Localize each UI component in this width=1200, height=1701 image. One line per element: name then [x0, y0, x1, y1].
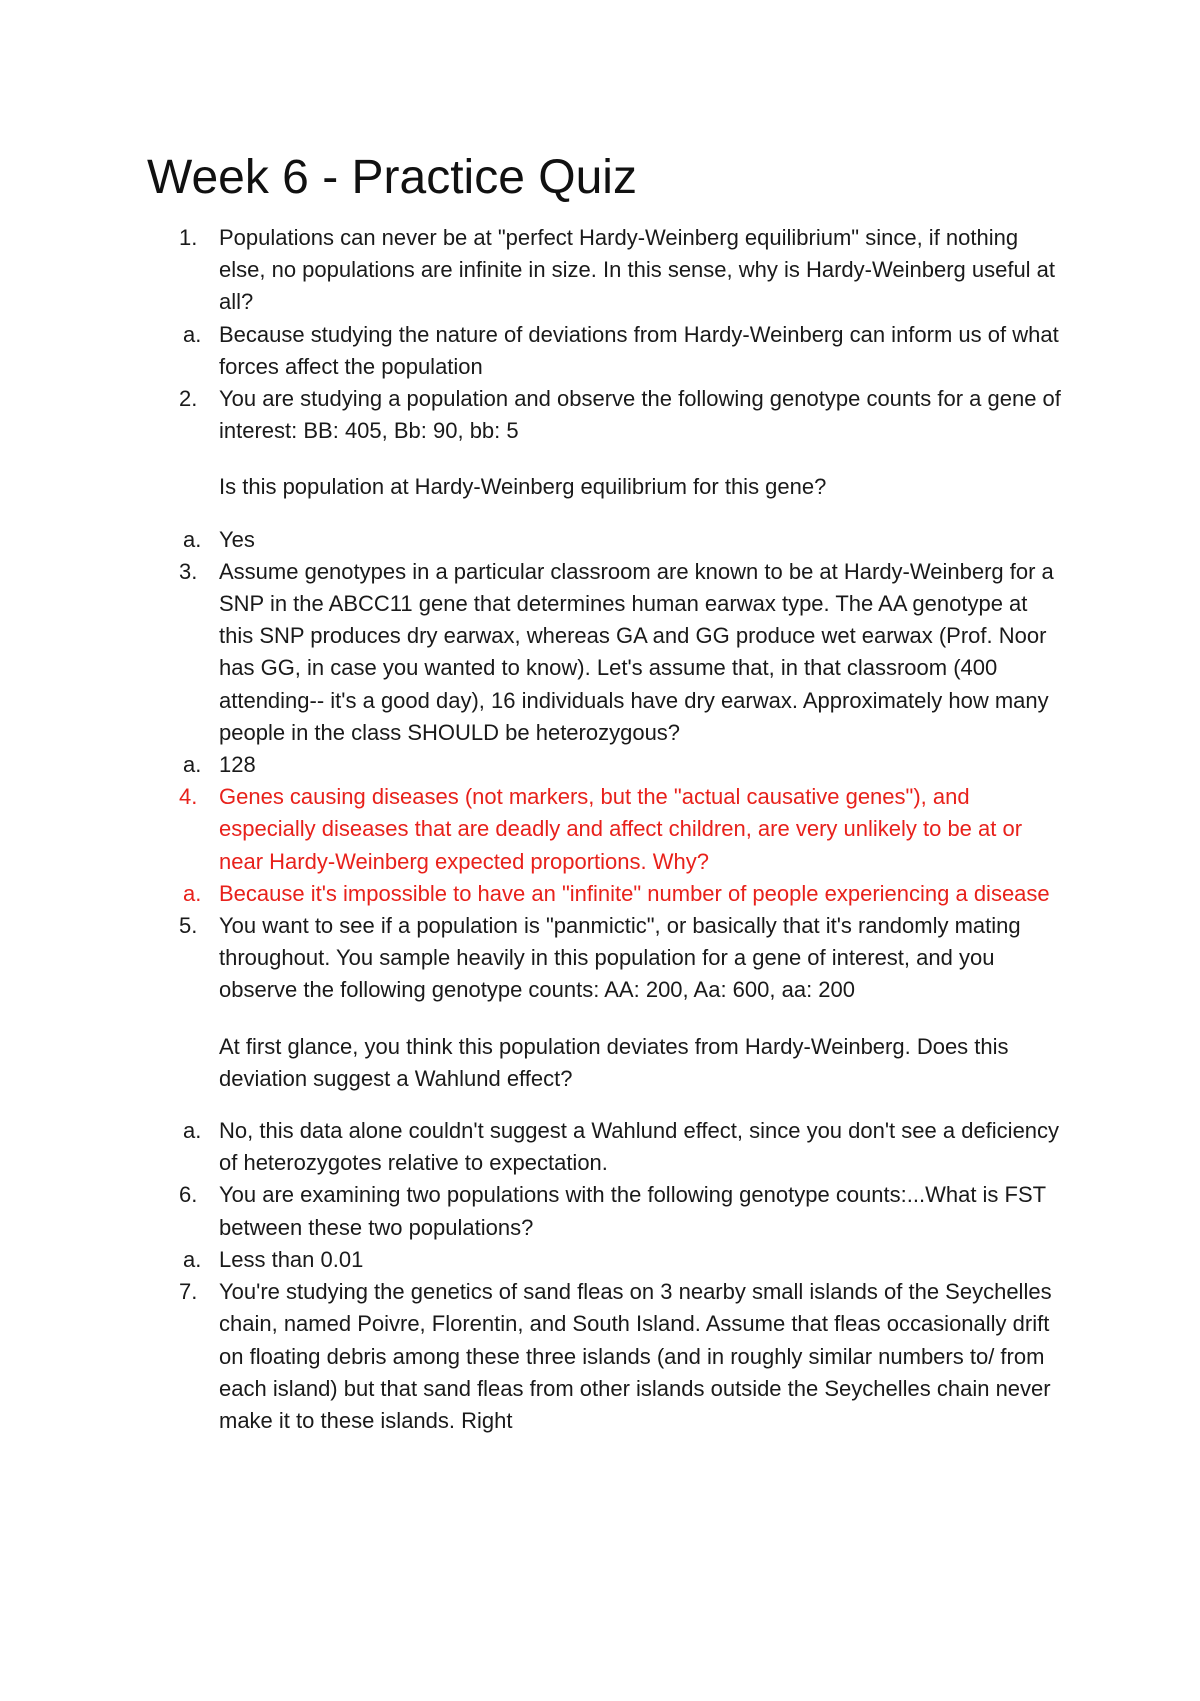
question-number: 5.	[179, 913, 198, 939]
answer-letter: a.	[183, 526, 202, 552]
question-text: Assume genotypes in a particular classroom are known to be at Hardy-Weinberg for a SNP in the ABCC11 gene that determines human earwax type. The AA genotype at this SNP produces dry earwax, whereas GA and GG produce wet earwax (Prof. Noor has GG, in case you wanted to know). Let's assume that, in that classroom (400 attending-- it's a good day), 16 individuals have dry earwax. Approximately how many people in the class SHOULD be heterozygous?	[219, 558, 1054, 745]
question-1	[147, 222, 1067, 319]
page-title: Week 6 - Practice Quiz	[147, 151, 637, 204]
answer-text: No, this data alone couldn't suggest a Wahlund effect, since you don't see a deficiency of heterozygotes relative to expectation.	[219, 1118, 1060, 1176]
answer-6	[147, 1244, 1067, 1276]
question-number: 6.	[179, 1182, 198, 1208]
answer-1	[147, 319, 1067, 383]
answer-letter: a.	[183, 1246, 202, 1272]
question-2	[147, 383, 1067, 504]
question-text: Populations can never be at "perfect Hardy-Weinberg equilibrium" since, if nothing else, no populations are infinite in size. In this sense, why is Hardy-Weinberg useful at all?	[219, 225, 1056, 315]
question-number: 2.	[179, 386, 198, 412]
question-7	[147, 1276, 1067, 1437]
answer-text: Because studying the nature of deviations from Hardy-Weinberg can inform us of what forces affect the population	[219, 321, 1059, 379]
question-text: You are examining two populations with the following genotype counts:...What is FST between these two populations?	[219, 1182, 1046, 1240]
question-text: You're studying the genetics of sand fleas on 3 nearby small islands of the Seychelles chain, named Poivre, Florentin, and South Island. Assume that fleas occasionally drift on floating debris among these three islands (and in roughly similar numbers to/ from each island) but that sand fleas from other islands outside the Seychelles chain never make it to these islands. Right	[219, 1279, 1052, 1433]
question-3	[147, 556, 1067, 749]
question-number: 3.	[179, 558, 198, 584]
question-number: 1.	[179, 225, 198, 250]
question-text: You want to see if a population is "panmictic", or basically that it's randomly mating throughout. You sample heavily in this population for a gene of interest, and you observe the following genotype counts: AA: 200, Aa: 600, aa: 200	[219, 913, 1021, 1003]
answer-text: Yes	[219, 526, 255, 552]
question-5	[147, 910, 1067, 1095]
question-text: Genes causing diseases (not markers, but the "actual causative genes"), and especially diseases that are deadly and affect children, are very unlikely to be at or near Hardy-Weinberg expected proportions. Why?	[219, 784, 1023, 874]
answer-letter: a.	[183, 1118, 202, 1144]
answer-4-highlighted	[147, 878, 1067, 910]
quiz-list	[147, 222, 1067, 1437]
question-4-highlighted	[147, 781, 1067, 878]
answer-3	[147, 749, 1067, 781]
answer-2	[147, 524, 1067, 556]
question-number: 4.	[179, 784, 198, 810]
answer-letter: a.	[183, 752, 202, 778]
answer-5	[147, 1115, 1067, 1179]
question-6	[147, 1179, 1067, 1243]
question-number: 7.	[179, 1279, 198, 1305]
question-followup: Is this population at Hardy-Weinberg equilibrium for this gene?	[219, 474, 827, 500]
answer-text: Because it's impossible to have an "infinite" number of people experiencing a disease	[219, 880, 1050, 906]
question-text: You are studying a population and observe the following genotype counts for a gene of interest: BB: 405, Bb: 90, bb: 5	[219, 386, 1061, 444]
answer-text: Less than 0.01	[219, 1246, 364, 1272]
question-followup: At first glance, you think this population deviates from Hardy-Weinberg. Does this deviation suggest a Wahlund effect?	[219, 1033, 1009, 1091]
answer-letter: a.	[183, 321, 202, 347]
answer-letter: a.	[183, 880, 202, 906]
answer-text: 128	[219, 752, 256, 778]
